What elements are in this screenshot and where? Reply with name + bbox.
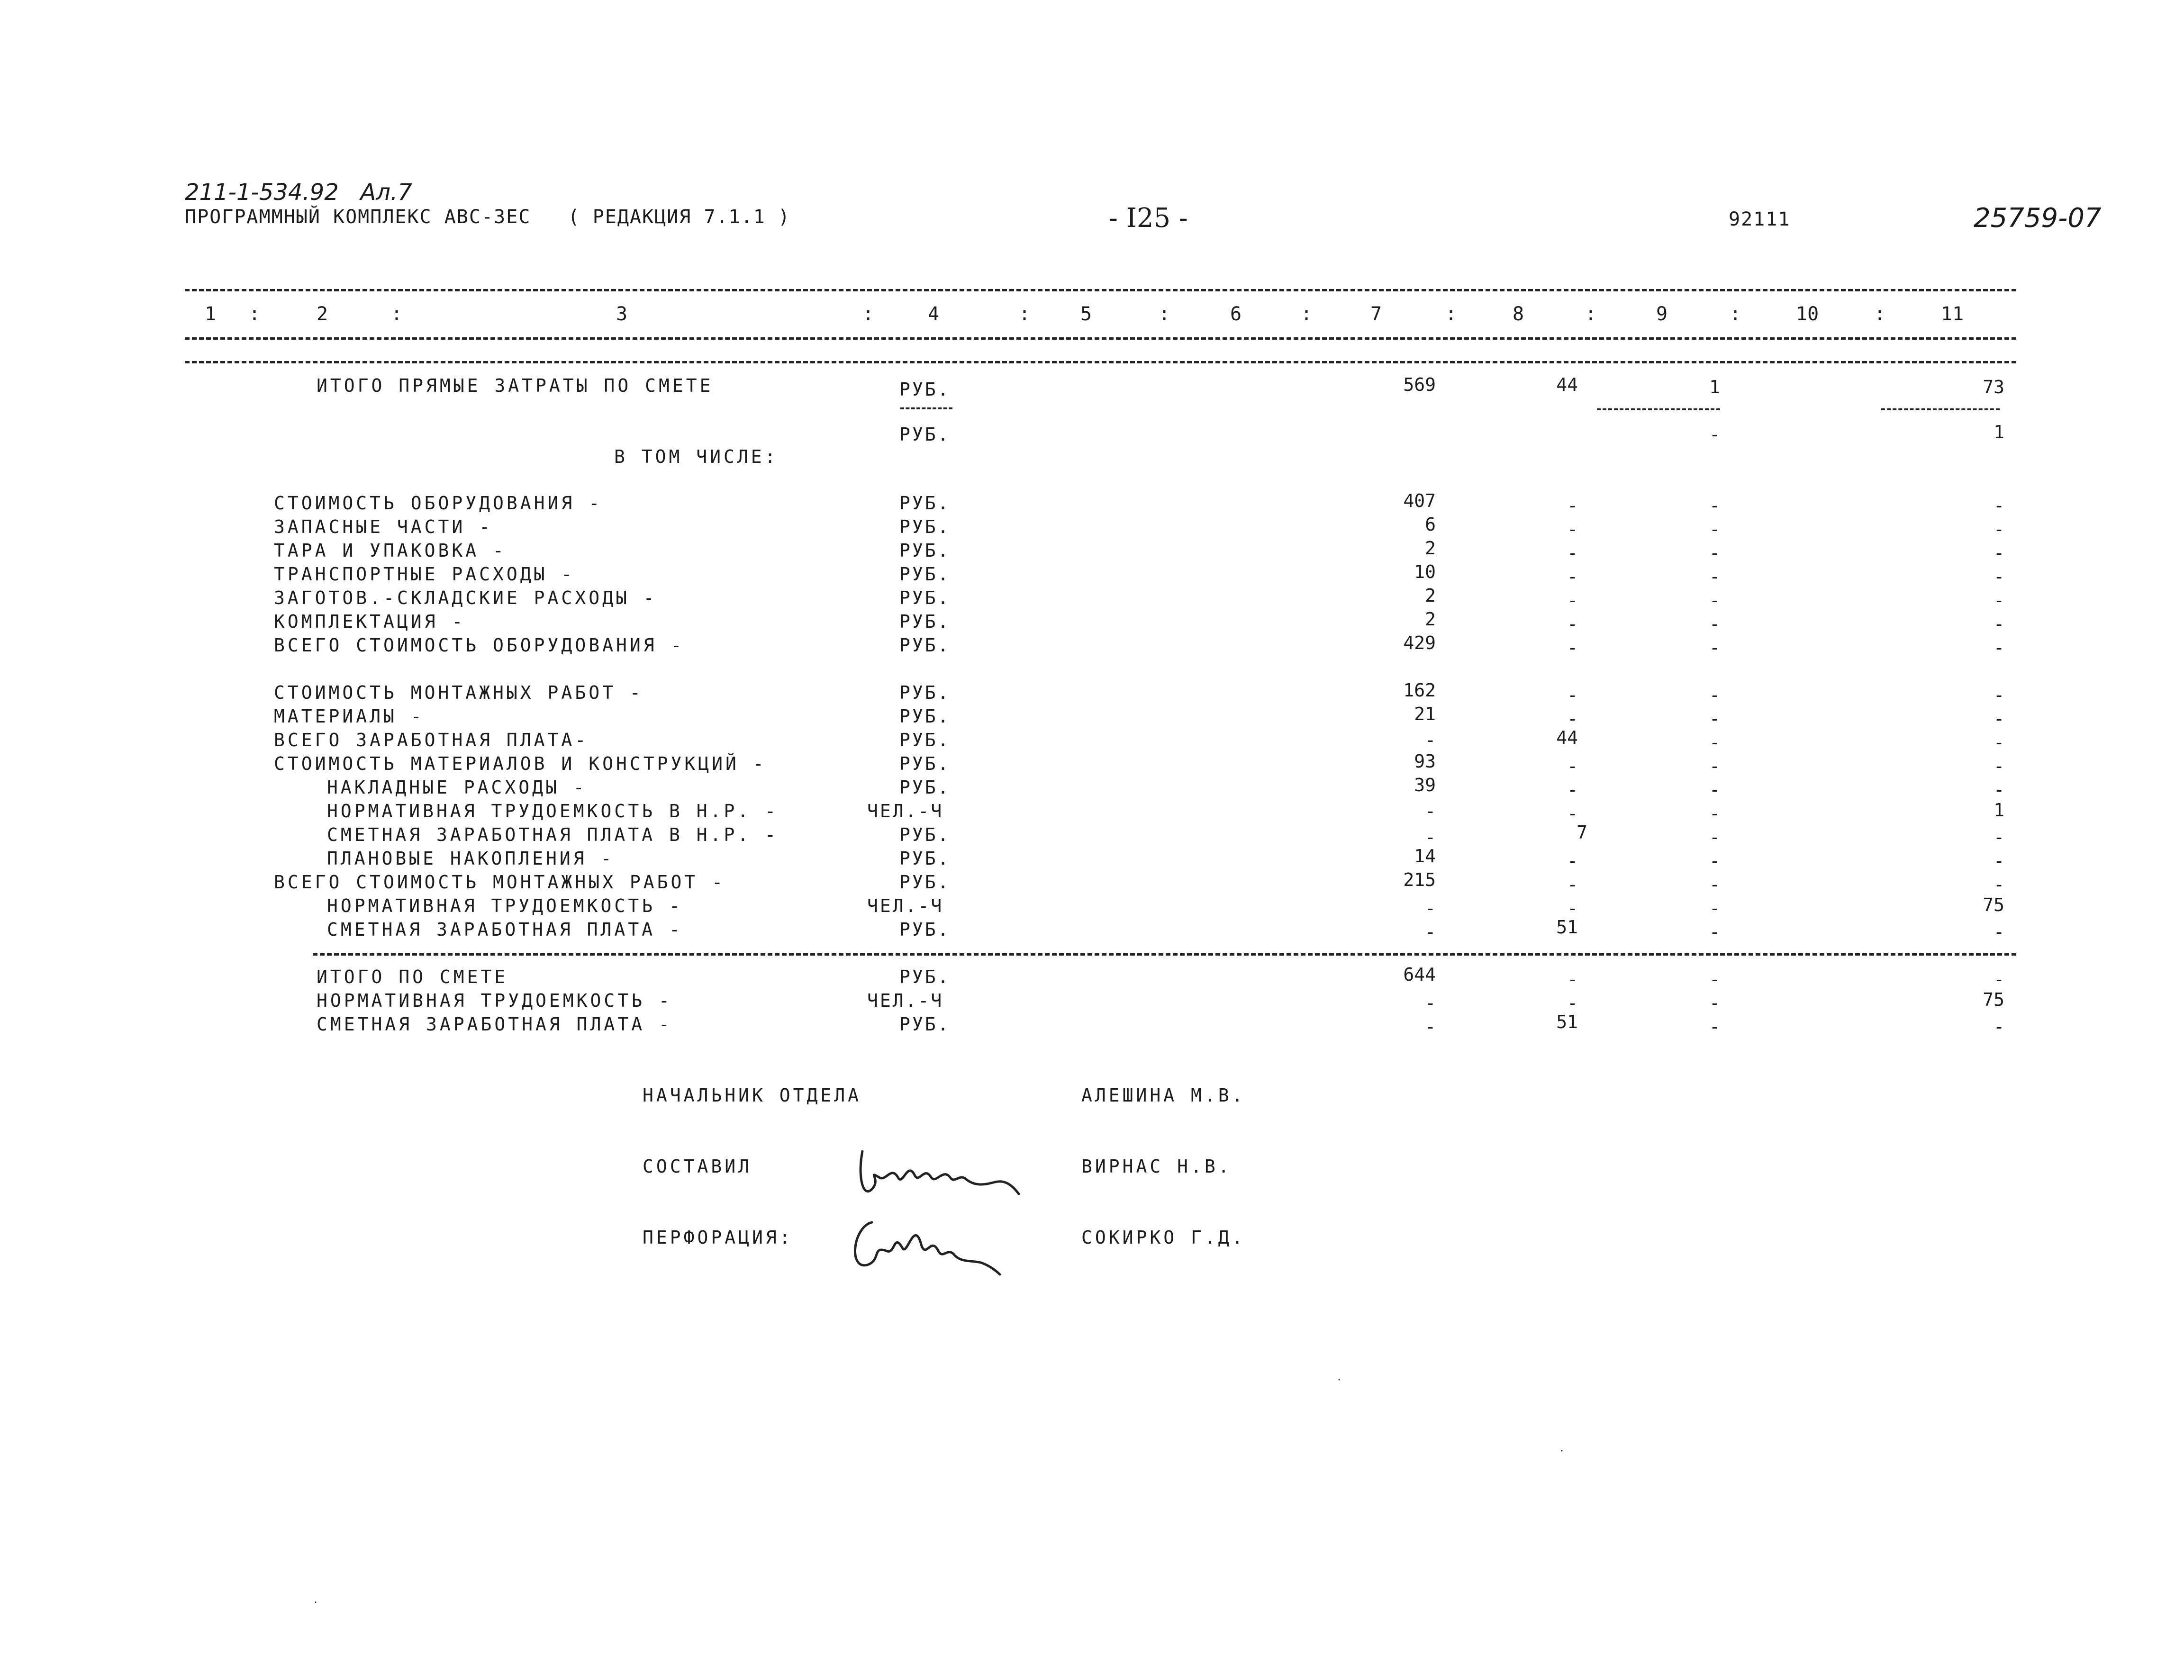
scan-speck: · bbox=[1559, 1445, 1565, 1456]
column-number: 4 bbox=[928, 303, 940, 325]
cell-col9: - bbox=[1709, 1016, 1720, 1037]
cell-col11: - bbox=[1994, 756, 2004, 777]
row-label: ИТОГО ПО СМЕТЕ bbox=[317, 966, 508, 987]
cell-col11: - bbox=[1994, 779, 2004, 800]
cell-col8: - bbox=[1567, 542, 1578, 563]
cell-col9: - bbox=[1709, 495, 1720, 516]
cell-col9: - bbox=[1709, 685, 1720, 705]
signature-role: ПЕРФОРАЦИЯ: bbox=[643, 1227, 793, 1248]
row-label: ПЛАНОВЫЕ НАКОПЛЕНИЯ - bbox=[327, 848, 615, 869]
row-unit: РУБ. bbox=[899, 777, 951, 798]
row-label: ИТОГО ПРЯМЫЕ ЗАТРАТЫ ПО СМЕТЕ bbox=[317, 375, 714, 396]
header-code: 92111 bbox=[1729, 208, 1791, 230]
cell-col11: - bbox=[1994, 590, 2004, 611]
cell-col8: - bbox=[1567, 495, 1578, 516]
cell-col11: - bbox=[1994, 827, 2004, 848]
cell-col7: - bbox=[1425, 921, 1436, 942]
cell-col8: - bbox=[1567, 874, 1578, 895]
cell-col9: - bbox=[1709, 590, 1720, 611]
row-unit: РУБ. bbox=[899, 824, 951, 845]
cell-col8: - bbox=[1567, 969, 1578, 990]
cell-col7: 2 bbox=[1425, 585, 1436, 606]
cell-col7: 2 bbox=[1425, 609, 1436, 630]
row-label: СМЕТНАЯ ЗАРАБОТНАЯ ПЛАТА В Н.Р. - bbox=[327, 824, 779, 845]
cell-col7: 162 bbox=[1403, 680, 1436, 701]
cell-col9: - bbox=[1709, 732, 1720, 753]
cell-col9: - bbox=[1709, 850, 1720, 871]
page-number: - I25 - bbox=[1109, 203, 1188, 234]
cell-col9: - bbox=[1709, 424, 1720, 445]
cell-col7: 429 bbox=[1403, 632, 1436, 653]
row-unit: РУБ. bbox=[899, 379, 951, 400]
row-unit: РУБ. bbox=[899, 872, 951, 893]
column-separator: : bbox=[391, 303, 403, 325]
cell-col7: 6 bbox=[1425, 514, 1436, 535]
cell-col11: 75 bbox=[1983, 989, 2004, 1010]
column-separator: : bbox=[1874, 303, 1886, 325]
cell-col11: - bbox=[1994, 542, 2004, 563]
column-number: 5 bbox=[1080, 303, 1092, 325]
column-number: 2 bbox=[317, 303, 328, 325]
cell-col11: - bbox=[1994, 850, 2004, 871]
cell-col7: 10 bbox=[1414, 561, 1436, 582]
row-label: СТОИМОСТЬ ОБОРУДОВАНИЯ - bbox=[274, 493, 603, 514]
cell-col9: - bbox=[1709, 519, 1720, 540]
cell-col8: - bbox=[1567, 637, 1578, 658]
signature-role: СОСТАВИЛ bbox=[643, 1156, 752, 1177]
cell-col7: - bbox=[1425, 730, 1436, 750]
divider-line bbox=[185, 337, 2016, 340]
column-number: 1 bbox=[205, 303, 217, 325]
cell-col9: - bbox=[1709, 542, 1720, 563]
column-separator: : bbox=[1019, 303, 1031, 325]
row-label: НАКЛАДНЫЕ РАСХОДЫ - bbox=[327, 777, 587, 798]
inventory-number: 25759-07 bbox=[1974, 203, 2102, 234]
cell-col11: 75 bbox=[1983, 894, 2004, 915]
cell-col7: 407 bbox=[1403, 490, 1436, 511]
underline-mark bbox=[900, 407, 952, 409]
cell-col8: 7 bbox=[1577, 822, 1587, 843]
cell-col11: - bbox=[1994, 708, 2004, 729]
row-label: МАТЕРИАЛЫ - bbox=[274, 706, 425, 727]
signature-name: АЛЕШИНА М.В. bbox=[1081, 1085, 1246, 1106]
column-number: 6 bbox=[1230, 303, 1242, 325]
cell-col7: 39 bbox=[1414, 775, 1436, 795]
row-unit: ЧЕЛ.-Ч bbox=[867, 895, 944, 916]
cell-col8: - bbox=[1567, 590, 1578, 611]
row-unit: РУБ. bbox=[899, 587, 951, 608]
column-number: 8 bbox=[1513, 303, 1524, 325]
cell-col9: - bbox=[1709, 708, 1720, 729]
cell-col7: 14 bbox=[1414, 846, 1436, 867]
cell-col8: - bbox=[1567, 566, 1578, 587]
row-unit: РУБ. bbox=[899, 611, 951, 632]
column-separator: : bbox=[1585, 303, 1597, 325]
cell-col8: 51 bbox=[1556, 917, 1578, 938]
row-unit: РУБ. bbox=[899, 540, 951, 561]
column-number: 7 bbox=[1370, 303, 1382, 325]
cell-col9: - bbox=[1709, 921, 1720, 942]
cell-col7: - bbox=[1425, 1016, 1436, 1037]
scan-speck: · bbox=[313, 1597, 319, 1608]
underline-mark bbox=[1597, 408, 1720, 410]
cell-col7: - bbox=[1425, 898, 1436, 919]
cell-col11: - bbox=[1994, 1016, 2004, 1037]
cell-col9: - bbox=[1709, 803, 1720, 824]
scan-speck: · bbox=[1336, 1374, 1342, 1385]
row-label: ВСЕГО ЗАРАБОТНАЯ ПЛАТА- bbox=[274, 730, 589, 750]
row-label: НОРМАТИВНАЯ ТРУДОЕМКОСТЬ В Н.Р. - bbox=[327, 801, 779, 822]
row-unit: РУБ. bbox=[899, 848, 951, 869]
row-label: СМЕТНАЯ ЗАРАБОТНАЯ ПЛАТА - bbox=[317, 1014, 672, 1035]
row-label: НОРМАТИВНАЯ ТРУДОЕМКОСТЬ - bbox=[317, 990, 672, 1011]
column-separator: : bbox=[249, 303, 261, 325]
row-label: КОМПЛЕКТАЦИЯ - bbox=[274, 611, 466, 632]
row-label: НОРМАТИВНАЯ ТРУДОЕМКОСТЬ - bbox=[327, 895, 683, 916]
cell-col11: - bbox=[1994, 732, 2004, 753]
handwritten-signature bbox=[843, 1203, 1005, 1284]
cell-col8: 44 bbox=[1556, 727, 1578, 748]
column-separator: : bbox=[862, 303, 874, 325]
cell-col8: - bbox=[1567, 614, 1578, 634]
cell-col8: - bbox=[1567, 850, 1578, 871]
row-unit: РУБ. bbox=[899, 730, 951, 750]
cell-col9: - bbox=[1709, 969, 1720, 990]
divider-line bbox=[313, 953, 2016, 956]
row-unit: РУБ. bbox=[899, 682, 951, 703]
signature-name: ВИРНАС Н.В. bbox=[1081, 1156, 1232, 1177]
column-separator: : bbox=[1730, 303, 1741, 325]
cell-col9: 1 bbox=[1709, 377, 1720, 397]
cell-col11: - bbox=[1994, 495, 2004, 516]
row-unit: РУБ. bbox=[899, 424, 951, 445]
row-unit: РУБ. bbox=[899, 919, 951, 940]
row-unit: ЧЕЛ.-Ч bbox=[867, 990, 944, 1011]
header-program: ПРОГРАММНЫЙ КОМПЛЕКС АВС-3ЕС ( РЕДАКЦИЯ 7.1.1 ) bbox=[185, 206, 791, 228]
row-label: СТОИМОСТЬ МАТЕРИАЛОВ И КОНСТРУКЦИЙ - bbox=[274, 753, 767, 774]
cell-col7: 215 bbox=[1403, 869, 1436, 890]
cell-col7: 93 bbox=[1414, 751, 1436, 772]
column-separator: : bbox=[1159, 303, 1170, 325]
cell-col11: - bbox=[1994, 566, 2004, 587]
underline-mark bbox=[1881, 408, 2000, 410]
cell-col8: - bbox=[1567, 708, 1578, 729]
column-separator: : bbox=[1301, 303, 1313, 325]
divider-line bbox=[185, 361, 2016, 363]
column-separator: : bbox=[1445, 303, 1457, 325]
row-unit: РУБ. bbox=[899, 493, 951, 514]
signature-name: СОКИРКО Г.Д. bbox=[1081, 1227, 1246, 1248]
column-number: 10 bbox=[1796, 303, 1819, 325]
cell-col8: 51 bbox=[1556, 1012, 1578, 1032]
cell-col7: - bbox=[1425, 827, 1436, 848]
cell-col8: - bbox=[1567, 519, 1578, 540]
cell-col8: 44 bbox=[1556, 374, 1578, 395]
cell-col11: - bbox=[1994, 685, 2004, 705]
cell-col9: - bbox=[1709, 898, 1720, 919]
row-label: ЗАГОТОВ.-СКЛАДСКИЕ РАСХОДЫ - bbox=[274, 587, 657, 608]
row-unit: РУБ. bbox=[899, 966, 951, 987]
cell-col11: - bbox=[1994, 921, 2004, 942]
column-number: 3 bbox=[616, 303, 628, 325]
row-label: ЗАПАСНЫЕ ЧАСТИ - bbox=[274, 516, 493, 537]
cell-col7: 2 bbox=[1425, 538, 1436, 559]
cell-col9: - bbox=[1709, 874, 1720, 895]
cell-col9: - bbox=[1709, 566, 1720, 587]
row-label: СТОИМОСТЬ МОНТАЖНЫХ РАБОТ - bbox=[274, 682, 643, 703]
row-unit: РУБ. bbox=[899, 635, 951, 656]
cell-col7: 569 bbox=[1403, 374, 1436, 395]
cell-col11: - bbox=[1994, 637, 2004, 658]
cell-col7: 21 bbox=[1414, 704, 1436, 724]
cell-col11: 1 bbox=[1994, 422, 2004, 443]
cell-col9: - bbox=[1709, 827, 1720, 848]
cell-col8: - bbox=[1567, 993, 1578, 1013]
divider-line bbox=[185, 289, 2016, 291]
row-unit: РУБ. bbox=[899, 564, 951, 585]
row-unit: ЧЕЛ.-Ч bbox=[867, 801, 944, 822]
row-label: ВСЕГО СТОИМОСТЬ МОНТАЖНЫХ РАБОТ - bbox=[274, 872, 725, 893]
column-number: 9 bbox=[1656, 303, 1668, 325]
cell-col11: - bbox=[1994, 519, 2004, 540]
cell-col8: - bbox=[1567, 685, 1578, 705]
row-unit: РУБ. bbox=[899, 753, 951, 774]
row-unit: РУБ. bbox=[899, 516, 951, 537]
cell-col11: 73 bbox=[1983, 377, 2004, 397]
row-label: СМЕТНАЯ ЗАРАБОТНАЯ ПЛАТА - bbox=[327, 919, 683, 940]
cell-col8: - bbox=[1567, 898, 1578, 919]
signature-role: НАЧАЛЬНИК ОТДЕЛА bbox=[643, 1085, 862, 1106]
handwritten-signature bbox=[853, 1132, 1024, 1208]
cell-col9: - bbox=[1709, 993, 1720, 1013]
header-doc-code: 211-1-534.92 Ал.7 bbox=[185, 179, 412, 206]
cell-col9: - bbox=[1709, 756, 1720, 777]
cell-col11: - bbox=[1994, 969, 2004, 990]
row-label: ТРАНСПОРТНЫЕ РАСХОДЫ - bbox=[274, 564, 575, 585]
cell-col9: - bbox=[1709, 614, 1720, 634]
cell-col8: - bbox=[1567, 756, 1578, 777]
cell-col8: - bbox=[1567, 779, 1578, 800]
cell-col8: - bbox=[1567, 803, 1578, 824]
cell-col11: 1 bbox=[1994, 800, 2004, 821]
row-label: ТАРА И УПАКОВКА - bbox=[274, 540, 507, 561]
cell-col9: - bbox=[1709, 637, 1720, 658]
row-label: ВСЕГО СТОИМОСТЬ ОБОРУДОВАНИЯ - bbox=[274, 635, 685, 656]
cell-col9: - bbox=[1709, 779, 1720, 800]
row-unit: РУБ. bbox=[899, 706, 951, 727]
row-unit: РУБ. bbox=[899, 1014, 951, 1035]
cell-col7: - bbox=[1425, 801, 1436, 822]
cell-col7: - bbox=[1425, 993, 1436, 1013]
cell-col11: - bbox=[1994, 874, 2004, 895]
column-number: 11 bbox=[1941, 303, 1964, 325]
cell-col11: - bbox=[1994, 614, 2004, 634]
row-label: В ТОМ ЧИСЛЕ: bbox=[614, 446, 779, 467]
cell-col7: 644 bbox=[1403, 964, 1436, 985]
